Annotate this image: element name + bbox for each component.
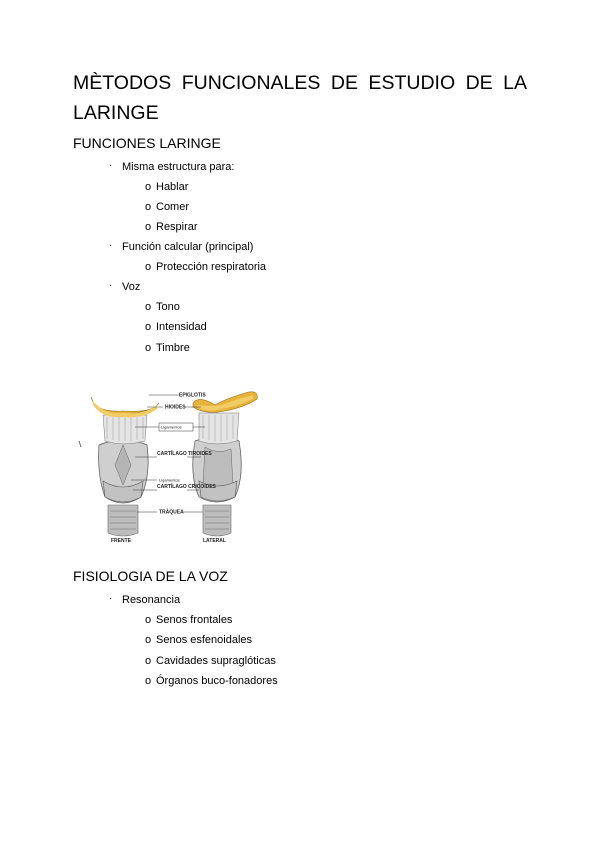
sub-list-item-label: Senos esfenoidales: [156, 634, 253, 646]
sub-list-item-label: Comer: [156, 201, 190, 213]
sub-list-item: [145, 613, 233, 627]
label-epiglotis: EPIGLOTIS: [179, 392, 206, 399]
section-heading-fisiologia: FISIOLOGIA DE LA VOZ: [73, 568, 228, 584]
bullet-circle: o: [145, 301, 152, 313]
label-ligamentos-2: Ligamentos: [159, 477, 180, 483]
sub-list-item-label: Órganos buco-fonadores: [156, 675, 278, 687]
bullet-circle: o: [145, 634, 152, 646]
larynx-front-view: [79, 397, 159, 536]
bullet-circle: o: [145, 675, 152, 687]
sub-list-item: [145, 654, 276, 668]
larynx-lateral-view: [193, 392, 258, 536]
sub-list-item-label: Hablar: [156, 181, 189, 193]
sub-list-item: [145, 674, 278, 688]
sub-list-item: [145, 341, 190, 355]
bullet-dot: ·: [109, 240, 113, 251]
section-heading-funciones: FUNCIONES LARINGE: [73, 135, 221, 151]
sub-list-item-label: Protección respiratoria: [156, 261, 267, 273]
list-item-label: Función calcular (principal): [122, 241, 254, 253]
sub-list-item-label: Timbre: [156, 342, 190, 354]
list-item: [109, 240, 254, 254]
list-item-label: Resonancia: [122, 594, 181, 606]
sub-list-item: [145, 260, 267, 274]
page-title: [73, 68, 527, 128]
label-ligamentos-1: Ligamentos: [161, 424, 182, 430]
page-title-line-2: LARINGE: [73, 102, 159, 124]
bullet-circle: o: [145, 342, 152, 354]
list-item-label: Voz: [122, 281, 141, 293]
larynx-drawing: [75, 385, 275, 545]
label-frente: FRENTE: [111, 538, 131, 544]
larynx-illustration: [75, 385, 275, 545]
sub-list-item-label: Respirar: [156, 221, 198, 233]
label-lateral: LATERAL: [203, 538, 226, 544]
sub-list-item: [145, 320, 207, 334]
label-cartilago-tiroides: CARTÍLAGO TIROIDES: [157, 451, 212, 457]
bullet-dot: ·: [109, 593, 113, 604]
bullet-circle: o: [145, 221, 152, 233]
list-item: [109, 160, 235, 174]
label-cartilago-cricoides: CARTÍLAGO CRICOIDES: [157, 484, 216, 490]
sub-list-item-label: Cavidades supraglóticas: [156, 655, 276, 667]
sub-list-item-label: Senos frontales: [156, 614, 233, 626]
bullet-circle: o: [145, 181, 152, 193]
sub-list-item-label: Tono: [156, 301, 180, 313]
bullet-circle: o: [145, 201, 152, 213]
bullet-circle: o: [145, 321, 152, 333]
list-item-label: Misma estructura para:: [122, 161, 235, 173]
list-item: [109, 280, 141, 294]
sub-list-item-label: Intensidad: [156, 321, 207, 333]
sub-list-item: [145, 180, 189, 194]
bullet-dot: ·: [109, 280, 113, 291]
bullet-circle: o: [145, 614, 152, 626]
page-title-line-1: MÈTODOS FUNCIONALES DE ESTUDIO DE LA: [73, 72, 527, 94]
bullet-circle: o: [145, 655, 152, 667]
sub-list-item: [145, 300, 180, 314]
label-hioides: HIOIDES: [165, 404, 186, 411]
bullet-circle: o: [145, 261, 152, 273]
list-item: [109, 593, 181, 607]
sub-list-item: [145, 220, 198, 234]
bullet-dot: ·: [109, 160, 113, 171]
sub-list-item: [145, 633, 253, 647]
label-traquea: TRÁQUEA: [159, 509, 184, 516]
sub-list-item: [145, 200, 190, 214]
